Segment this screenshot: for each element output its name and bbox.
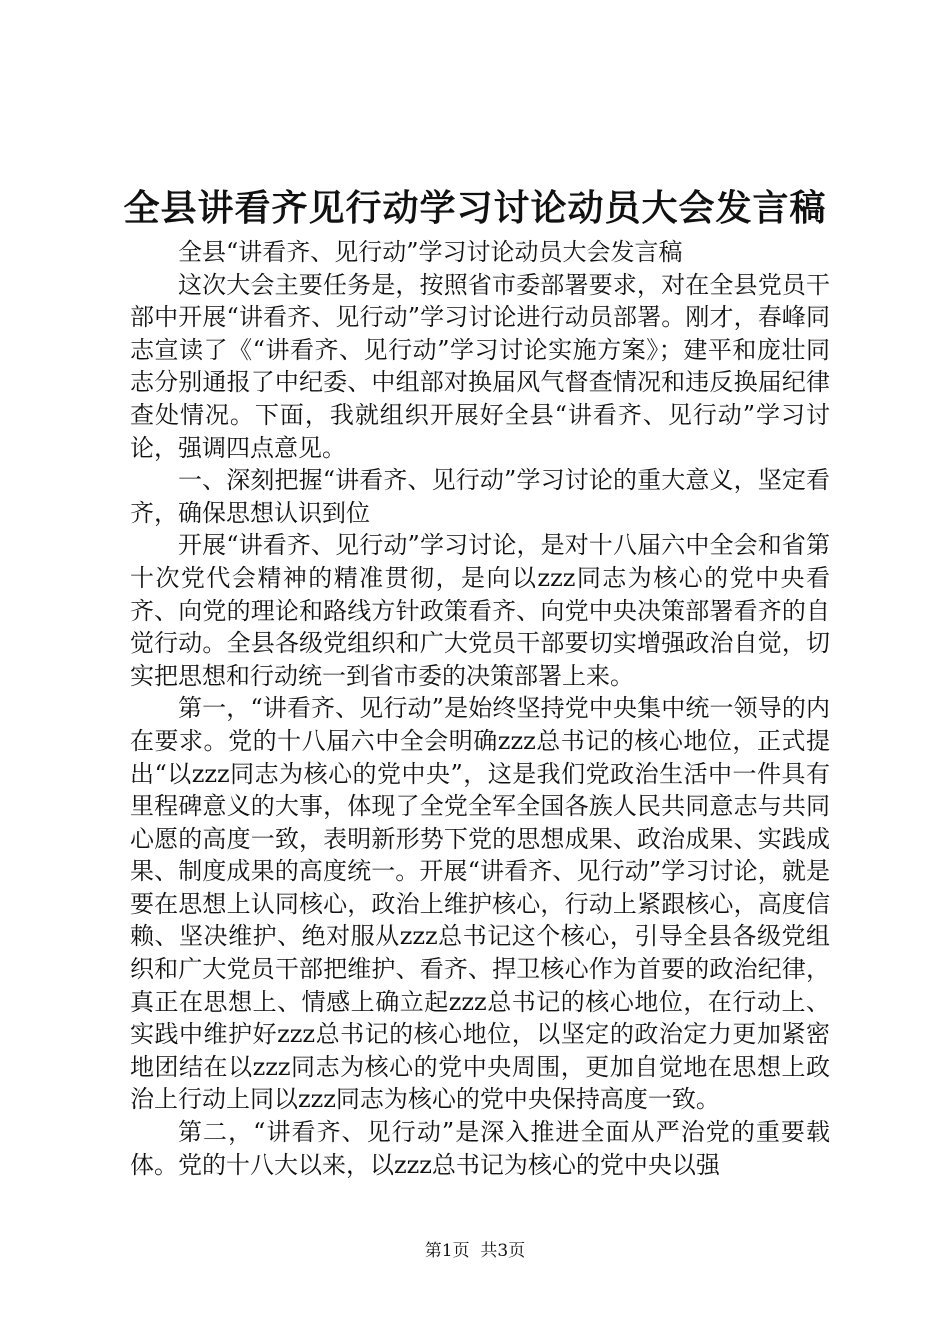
section-heading: 一、深刻把握“讲看齐、见行动”学习讨论的重大意义，坚定看齐，确保思想认识到位: [130, 466, 830, 527]
page-number: 第1页: [424, 1241, 470, 1261]
intro-paragraph: 这次大会主要任务是，按照省市委部署要求，对在全县党员干部中开展“讲看齐、见行动”学习讨论进行动员部署。刚才，春峰同志宣读了《“讲看齐、见行动”学习讨论实施方案》；建平和庞壮同志分别通报了中纪委、中组部对换届风气督查情况和违反换届纪律查处情况。下面，我就组织开展好全县“讲看齐、见行动”学习讨论，强调四点意见。: [130, 270, 830, 462]
page-total: 共3页: [480, 1241, 526, 1261]
document-title: 全县讲看齐见行动学习讨论动员大会发言稿: [123, 187, 827, 229]
body-paragraph: 开展“讲看齐、见行动”学习讨论，是对十八届六中全会和省第十次党代会精神的精准贯彻，是向以zzz同志为核心的党中央看齐、向党的理论和路线方针政策看齐、向党中央决策部署看齐的自觉行动。全县各级党组织和广大党员干部要切实增强政治自觉，切实把思想和行动统一到省市委的决策部署上来。: [130, 531, 830, 690]
document-body: [130, 236, 830, 1181]
body-paragraph: 第一，“讲看齐、见行动”是始终坚持党中央集中统一领导的内在要求。党的十八届六中全会明确zzz总书记的核心地位，正式提出“以zzz同志为核心的党中央”，这是我们党政治生活中一件具有里程碑意义的大事，体现了全党全军全国各族人民共同意志与共同心愿的高度一致，表明新形势下党的思想成果、政治成果、实践成果、制度成果的高度统一。开展“讲看齐、见行动”学习讨论，就是要在思想上认同核心，政治上维护核心，行动上紧跟核心，高度信赖、坚决维护、绝对服从zzz总书记这个核心，引导全县各级党组织和广大党员干部把维护、看齐、捍卫核心作为首要的政治纪律，真正在思想上、情感上确立起zzz总书记的核心地位，在行动上、实践中维护好zzz总书记的核心地位，以坚定的政治定力更加紧密地团结在以zzz同志为核心的党中央周围，更加自觉地在思想上政治上行动上同以zzz同志为核心的党中央保持高度一致。: [130, 694, 830, 1114]
page-footer: [0, 1239, 950, 1263]
body-paragraph: 第二，“讲看齐、见行动”是深入推进全面从严治党的重要载体。党的十八大以来，以zzz总书记为核心的党中央以强: [130, 1118, 830, 1179]
subtitle-paragraph: 全县“讲看齐、见行动”学习讨论动员大会发言稿: [178, 238, 683, 266]
